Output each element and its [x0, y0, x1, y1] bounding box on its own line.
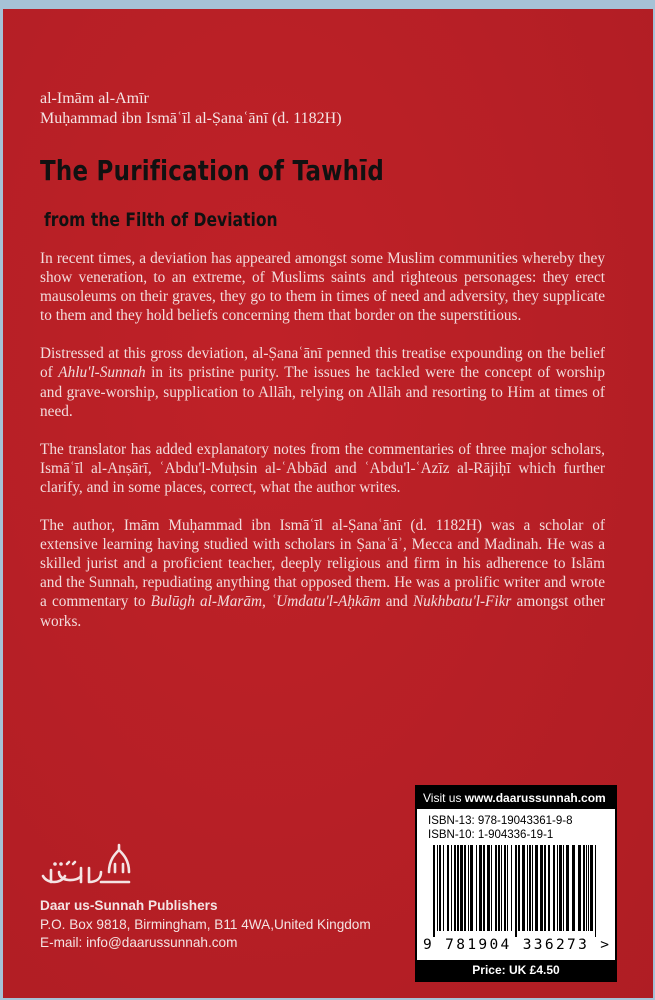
- barcode-bar: [515, 845, 517, 937]
- isbn-lines: [417, 809, 615, 842]
- barcode-bar: [583, 845, 585, 931]
- book-subtitle: from the Filth of Deviation: [44, 209, 278, 231]
- p4-text-a: The author, Imām Muḥammad ibn Ismāʿīl al-Ṣanaʿānī (d. 1182H) was a scholar of extensive learning having studied with scholars in Ṣanaʿāʾ, Mecca and Madinah. He was a skilled jurist and a proficient teacher, deeply religious and firm in his adherence to Islām and the Sunnah, repudiating anything that opposed them. He was a prolific writer and wrote a commentary to: [40, 517, 605, 611]
- isbn-box: [415, 785, 617, 982]
- barcode-bar: [532, 845, 533, 931]
- p4-text-b: amongst other works.: [40, 593, 605, 630]
- barcode-bar: [464, 845, 466, 931]
- p4-italic-3: Nukhbatu'l-Fikr: [412, 593, 512, 611]
- barcode-bar: [544, 845, 546, 931]
- barcode-bar: [507, 845, 508, 931]
- barcode-bar: [479, 845, 482, 931]
- barcode-bar: [487, 845, 490, 931]
- publisher-info: [40, 897, 371, 953]
- barcode-bar: [535, 845, 538, 931]
- barcode-bar: [504, 845, 506, 931]
- visit-prefix: Visit us: [423, 791, 465, 805]
- isbn-10: ISBN-10: 1-904336-19-1: [428, 829, 554, 841]
- barcode-bar: [447, 845, 449, 931]
- barcode-bar: [595, 845, 596, 937]
- publisher-name: Daar us-Sunnah Publishers: [40, 898, 218, 913]
- blurb: [40, 249, 605, 650]
- isbn-13: ISBN-13: 978-19043361-9-8: [428, 815, 573, 827]
- back-cover: [3, 9, 653, 998]
- barcode-bar: [540, 845, 543, 931]
- visit-bar: [417, 787, 615, 809]
- p2-text-a: Distressed at this gross deviation, al-Ṣanaʿānī penned this treatise expounding on the belief of: [40, 345, 605, 382]
- publisher-email: E-mail: info@daarussunnah.com: [40, 935, 238, 950]
- barcode-bar: [518, 845, 520, 931]
- publisher-logo-icon: [37, 842, 133, 892]
- blurb-paragraph-3: The translator has added explanatory notes from the commentaries of three major scholars, Ismāʿīl al-Anṣārī, ʿAbdu'l-Muḥsin al-ʿAbbād and ʿAbdu'l-ʿAzīz al-Rājiḥī which further clarify, and in some places, correct, what the author writes.: [40, 440, 605, 496]
- publisher-address: P.O. Box 9818, Birmingham, B11 4WA,United Kingdom: [40, 916, 371, 932]
- barcode-bar: [572, 845, 575, 931]
- barcode-bar: [553, 845, 555, 931]
- p4-sep-2: and: [380, 593, 413, 611]
- barcode-bar: [548, 845, 550, 931]
- author-name: Muḥammad ibn Ismāʿīl al-Ṣanaʿānī (d. 1182H): [40, 110, 342, 127]
- author-honorific: al-Imām al-Amīr: [40, 90, 149, 107]
- barcode-bar: [586, 845, 587, 931]
- blurb-paragraph-1: In recent times, a deviation has appeared amongst some Muslim communities whereby they show veneration, to an extreme, of Muslims saints and righteous personages: they erect mausoleums on their graves, they go to them in times of need and adversity, they supplicate to them and they hold beliefs concerning them that border on the superstitious.: [40, 250, 605, 325]
- barcode-bar: [460, 845, 463, 931]
- barcode-bar: [578, 845, 581, 931]
- barcode-bar: [559, 845, 562, 931]
- barcode-bar: [529, 845, 531, 931]
- barcode-bar: [491, 845, 492, 931]
- barcode-bar: [470, 845, 473, 931]
- blurb-paragraph-2: [40, 344, 605, 420]
- website-link[interactable]: www.daarussunnah.com: [464, 791, 606, 805]
- barcode-bar: [476, 845, 477, 931]
- barcode-bar: [443, 845, 444, 931]
- barcode-bar: [457, 845, 459, 931]
- barcode-bar: [511, 845, 512, 931]
- p2-italic: Ahlu'l-Sunnah: [58, 364, 146, 382]
- barcode-bar: [437, 845, 438, 931]
- p2-text-b: in its pristine purity. The issues he tackled were the concept of worship and grave-worship, supplication to Allāh, relying on Allāh and resorting to Him at times of need.: [40, 364, 605, 420]
- barcode-bar: [433, 845, 435, 937]
- barcode-bar: [454, 845, 456, 931]
- author-block: [40, 89, 342, 129]
- barcode-bar: [468, 845, 469, 931]
- barcode-bar: [557, 845, 558, 931]
- blurb-paragraph-4: [40, 516, 605, 631]
- barcode-bar: [563, 845, 564, 931]
- book-title: The Purification of Tawhīd: [40, 154, 385, 187]
- barcode-bar: [483, 845, 485, 931]
- barcode-bar: [588, 845, 589, 931]
- barcode-bar: [498, 845, 500, 931]
- barcode-bar: [501, 845, 502, 931]
- barcode-bar: [451, 845, 452, 931]
- barcode-digits: 9 781904 336273 >: [423, 937, 609, 953]
- p4-sep-1: ,: [262, 593, 272, 611]
- p4-italic-2: ʿUmdatu'l-Aḥkām: [271, 593, 381, 611]
- barcode-bar: [527, 845, 528, 931]
- barcode-bar: [522, 845, 525, 931]
- barcode-bar: [566, 845, 569, 931]
- p4-italic-1: Bulūgh al-Marām: [150, 593, 263, 611]
- price-label: Price: UK £4.50: [417, 960, 615, 980]
- barcode-bar: [495, 845, 497, 931]
- barcode-bar: [439, 845, 441, 931]
- barcode-icon: [417, 843, 615, 955]
- barcode-bar: [590, 845, 593, 931]
